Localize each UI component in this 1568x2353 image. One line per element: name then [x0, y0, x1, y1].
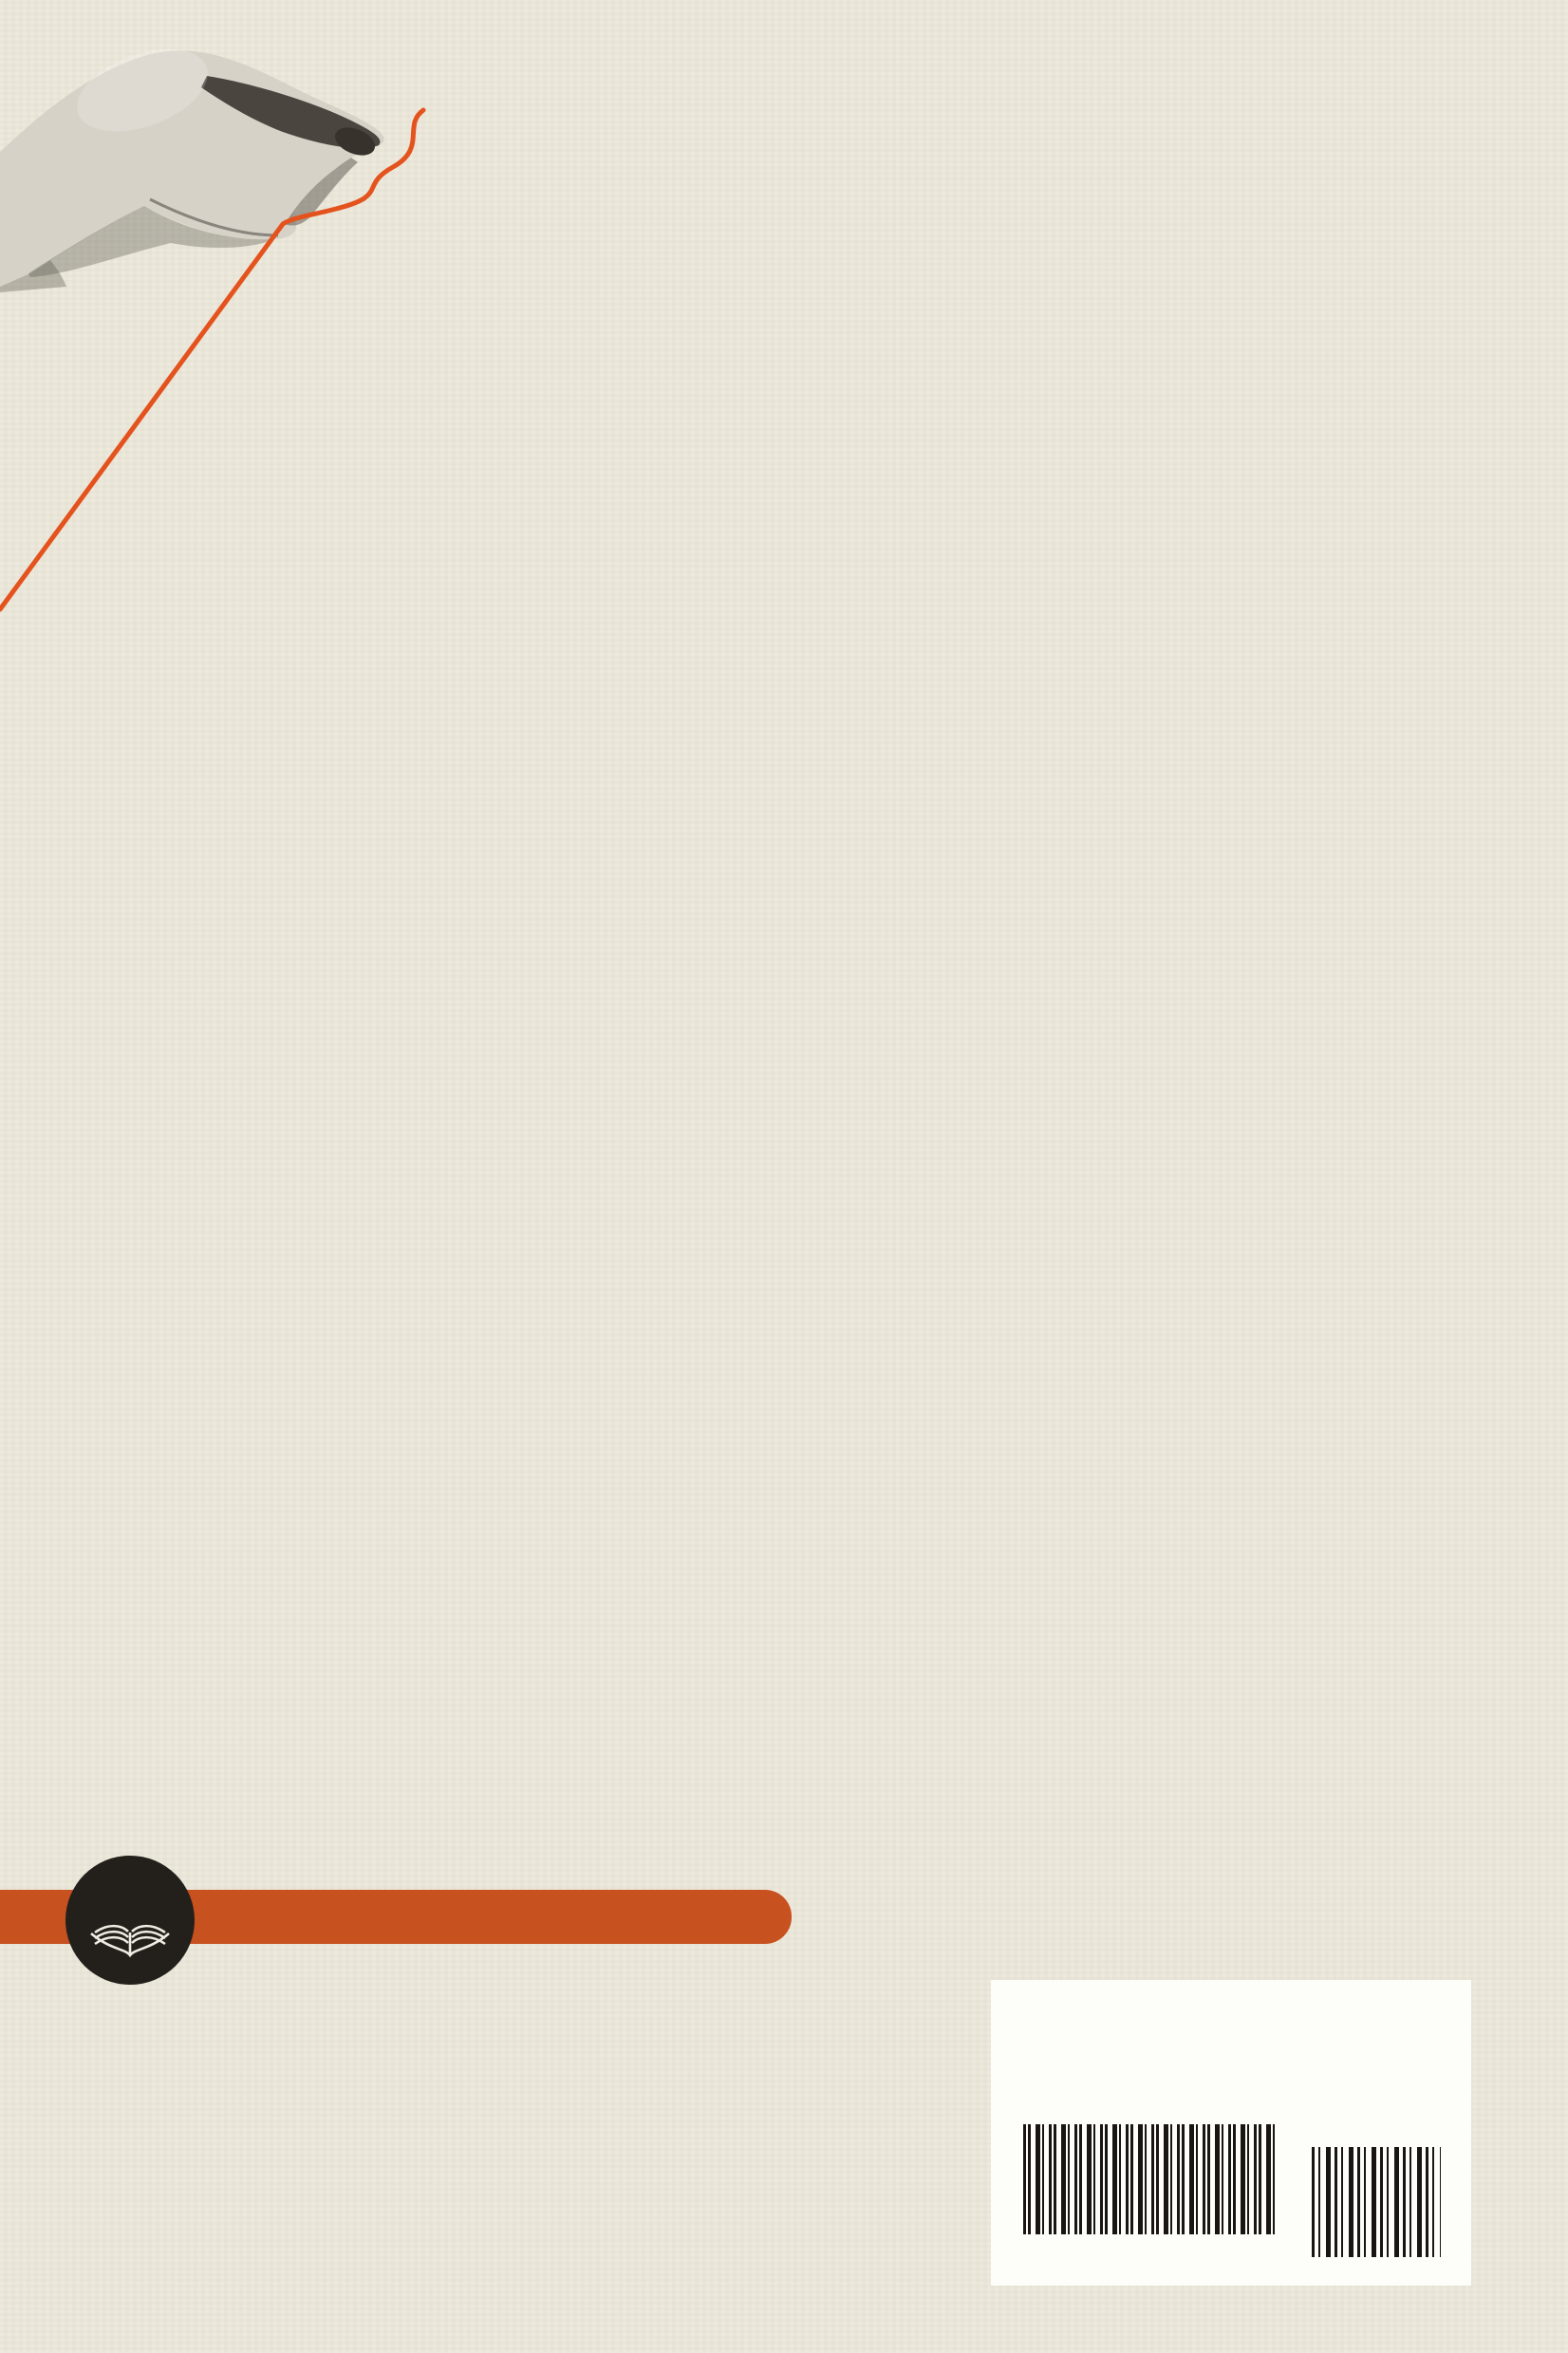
- barcode-panel: [991, 1980, 1471, 2286]
- supplement-digits: [1312, 2119, 1441, 2147]
- algonquin-roundtable-badge-icon: [51, 1841, 209, 1999]
- price-supplement-barcode: [1312, 2119, 1441, 2257]
- barcode-icon: [1023, 2124, 1279, 2234]
- barcode-icon: [1312, 2147, 1441, 2257]
- ean-barcode: [1023, 2124, 1279, 2236]
- hand-photo: [0, 0, 446, 626]
